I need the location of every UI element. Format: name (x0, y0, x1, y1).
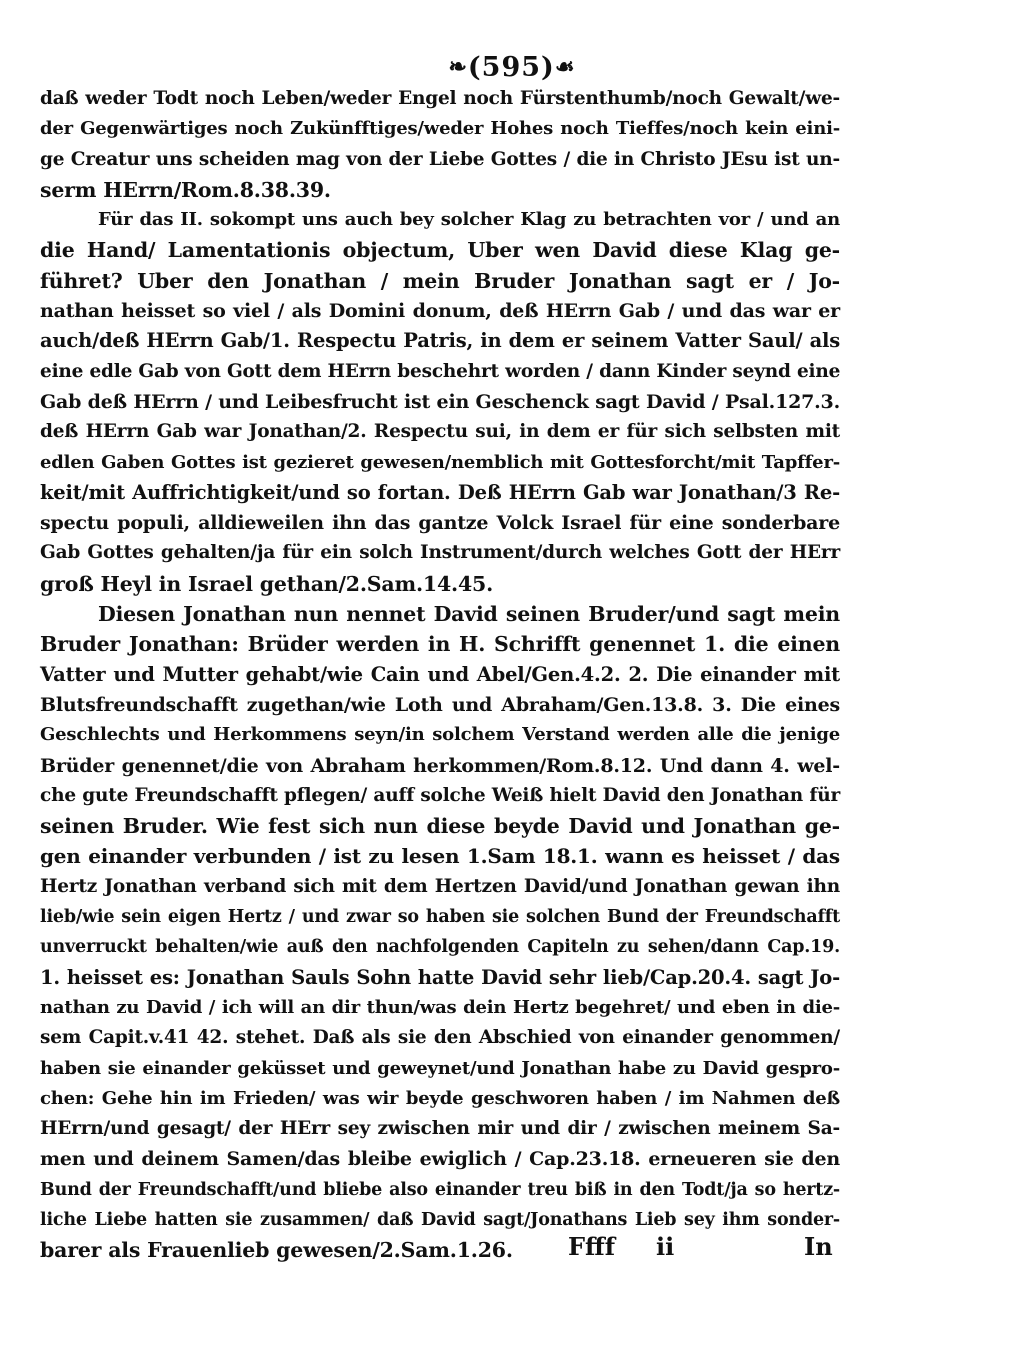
text-line: Für das II. sokompt uns auch bey solcher Klag zu betrachten vor / und an (98, 209, 840, 231)
text-line: spectu populi, alldieweilen ihn das gantze Volck Israel für eine sonderbare (40, 512, 840, 535)
signature-mark: Ffff (568, 1232, 616, 1261)
page-number: (595) (467, 52, 555, 83)
text-line: Vatter und Mutter gehabt/wie Cain und Abel/Gen.4.2. 2. Die einander mit (40, 662, 840, 686)
text-line: daß weder Todt noch Leben/weder Engel noch Fürstenthumb/noch Gewalt/we- (40, 88, 840, 109)
ornament-right: ☙ (554, 54, 576, 80)
signature-number: ii (656, 1232, 675, 1261)
text-line: chen: Gehe hin im Frieden/ was wir beyde geschworen haben / im Nahmen deß (40, 1087, 840, 1109)
text-line: unverruckt behalten/wie auß den nachfolgenden Capiteln zu sehen/dann Cap.19. (40, 937, 840, 958)
text-line: eine edle Gab von Gott dem HErrn beschehrt worden / dann Kinder seynd eine (40, 360, 841, 382)
text-line: sem Capit.v.41 42. stehet. Daß als sie den Abschied von einander genommen/ (40, 1027, 840, 1049)
text-line: Bund der Freundschafft/und bliebe also einander treu biß in den Todt/ja so hertz- (40, 1179, 840, 1200)
text-line: haben sie einander geküsset und geweynet/und Jonathan habe zu David gespro- (40, 1057, 840, 1079)
text-line: deß HErrn Gab war Jonathan/2. Respectu sui, in dem er für sich selbsten mit (40, 421, 840, 443)
text-line: men und deinem Samen/das bleibe ewiglich / Cap.23.18. erneueren sie den (40, 1148, 840, 1171)
text-line: führet? Uber den Jonathan / mein Bruder Jonathan sagt er / Jo- (40, 268, 840, 293)
text-line: Blutsfreundschafft zugethan/wie Loth und Abraham/Gen.13.8. 3. Die eines (40, 693, 840, 716)
text-line: 1. heisset es: Jonathan Sauls Sohn hatte David sehr lieb/Cap.20.4. sagt Jo- (40, 965, 840, 989)
page-footer (568, 1232, 842, 1268)
page-header (0, 52, 1024, 83)
text-line: keit/mit Auffrichtigkeit/und so fortan. Deß HErrn Gab war Jonathan/3 Re- (40, 480, 840, 504)
text-line: liche Liebe hatten sie zusammen/ daß David sagt/Jonathans Lieb sey ihm sonder- (40, 1209, 840, 1230)
text-line: Diesen Jonathan nun nennet David seinen Bruder/und sagt mein (98, 602, 840, 627)
text-line: lieb/wie sein eigen Hertz / und zwar so haben sie solchen Bund der Freundschafft (40, 907, 840, 928)
text-line: Brüder genennet/die von Abraham herkommen/Rom.8.12. Und dann 4. wel- (40, 754, 840, 777)
text-line: che gute Freundschafft pflegen/ auff solche Weiß hielt David den Jonathan für (40, 784, 840, 806)
text-line: Bruder Jonathan: Brüder werden in H. Schrifft genennet 1. die einen (40, 632, 840, 657)
catchword: In (804, 1232, 833, 1261)
text-line: nathan zu David / ich will an dir thun/was dein Hertz begehret/ und eben in die- (40, 996, 840, 1018)
text-line: Gab deß HErrn / und Leibesfrucht ist ein Geschenck sagt David / Psal.127.3. (40, 390, 840, 413)
ornament-left: ❧ (448, 54, 468, 80)
text-line: ge Creatur uns scheiden mag von der Liebe Gottes / die in Christo JEsu ist un- (40, 148, 840, 170)
text-line: groß Heyl in Israel gethan/2.Sam.14.45. (40, 571, 494, 596)
text-line: auch/deß HErrn Gab/1. Respectu Patris, in dem er seinem Vatter Saul/ als (40, 329, 840, 353)
text-line: die Hand/ Lamentationis objectum, Uber wen David diese Klag ge- (40, 238, 840, 263)
text-line: edlen Gaben Gottes ist gezieret gewesen/nemblich mit Gottesforcht/mit Tapffer- (40, 451, 840, 473)
text-line: gen einander verbunden / ist zu lesen 1.Sam 18.1. wann es heisset / das (40, 844, 840, 869)
body-text (40, 84, 840, 1266)
text-line: nathan heisset so viel / als Domini donum, deß HErrn Gab / und das war er (40, 300, 840, 323)
text-line: barer als Frauenlieb gewesen/2.Sam.1.26. (40, 1238, 513, 1263)
text-line: HErrn/und gesagt/ der HErr sey zwischen mir und dir / zwischen meinem Sa- (40, 1118, 840, 1140)
text-line: Geschlechts und Herkommens seyn/in solchem Verstand werden alle die jenige (40, 724, 840, 746)
text-line: Gab Gottes gehalten/ja für ein solch Instrument/durch welches Gott der HErr (40, 542, 840, 564)
text-line: serm HErrn/Rom.8.38.39. (40, 177, 331, 202)
text-line: Hertz Jonathan verband sich mit dem Hertzen David/und Jonathan gewan ihn (40, 875, 840, 897)
text-line: der Gegenwärtiges noch Zukünfftiges/weder Hohes noch Tieffes/noch kein eini- (40, 118, 840, 140)
text-line: seinen Bruder. Wie fest sich nun diese beyde David und Jonathan ge- (40, 814, 840, 839)
